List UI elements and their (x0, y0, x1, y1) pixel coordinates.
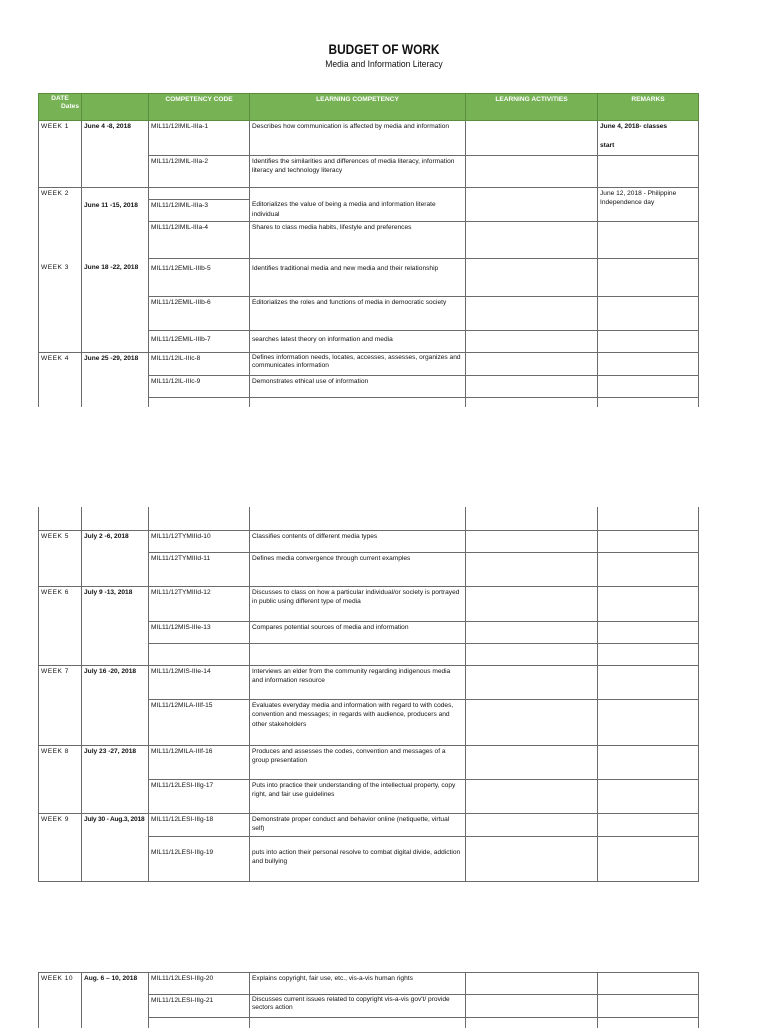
week-label: WEEK 5 (39, 530, 82, 586)
remarks-cell (598, 665, 699, 699)
competency-code: MIL11/12IL-IIIc-9 (149, 375, 250, 397)
learning-activities-cell (466, 352, 598, 375)
week-dates: July 30 - Aug.3, 2018 (82, 813, 149, 881)
learning-competency: Editorializes the roles and functions of media in democratic society (250, 296, 466, 330)
week-dates: June 25 -29, 2018 (82, 352, 149, 407)
learning-competency: Discusses to class on how a particular individual/or society is portrayed in public using different type of media (250, 586, 466, 621)
competency-code: MIL11/12EMIL-IIIb-5 (149, 258, 250, 296)
competency-code: MIL11/12LESI-IIIg-20 (149, 973, 250, 995)
learning-competency: searches latest theory on information and media (250, 330, 466, 352)
learning-activities-cell (466, 155, 598, 187)
competency-code: MIL11/12LESI-IIIg-17 (149, 779, 250, 813)
competency-code: MIL11/12IMIL-IIIa-1 (149, 120, 250, 155)
learning-activities-cell (466, 187, 598, 199)
competency-code: MIL11/12IL-IIIc-8 (149, 352, 250, 375)
learning-competency: puts into action their personal resolve to combat digital divide, addiction and bullying (250, 836, 466, 881)
budget-table-page1 (12, 93, 699, 407)
learning-competency (250, 643, 466, 665)
remarks-cell (598, 643, 699, 665)
document-subtitle: Media and Information Literacy (325, 59, 443, 70)
header-date-spacer (82, 94, 149, 121)
learning-competency: Puts into practice their understanding of the intellectual property, copy right, and fair use guidelines (250, 779, 466, 813)
competency-code: MIL11/12EMIL-IIIb-6 (149, 296, 250, 330)
remarks-cell (598, 995, 699, 1018)
learning-activities-cell (466, 530, 598, 552)
table-row (39, 352, 699, 375)
table-row (39, 530, 699, 552)
week-label: WEEK 6 (39, 586, 82, 665)
remarks-cell (598, 258, 699, 296)
competency-code: MIL11/12TYMIIId-11 (149, 552, 250, 586)
remarks-cell (598, 296, 699, 330)
remarks-cell (598, 375, 699, 397)
learning-competency: Compares potential sources of media and information (250, 621, 466, 643)
learning-activities-cell (466, 552, 598, 586)
competency-code: MIL11/12TYMIIId-12 (149, 586, 250, 621)
learning-competency: Demonstrates ethical use of information (250, 375, 466, 397)
competency-code: MIL11/12MIS-IIIe-13 (149, 621, 250, 643)
competency-code: MIL11/12MIS-IIIe-14 (149, 665, 250, 699)
remarks-cell (598, 530, 699, 552)
table-row (39, 813, 699, 836)
learning-activities-cell (466, 995, 598, 1018)
competency-code: MIL11/12EMIL-IIIb-7 (149, 330, 250, 352)
week-dates: June 11 -15, 2018 (82, 187, 149, 258)
learning-competency: Classifies contents of different media types (250, 530, 466, 552)
competency-code (149, 397, 250, 407)
learning-competency: Defines information needs, locates, accesses, assesses, organizes and communicates information (250, 352, 466, 375)
remarks-cell (598, 221, 699, 258)
budget-table-page2 (38, 507, 699, 882)
remarks-cell: June 12, 2018 - Philippine Independence day (598, 187, 699, 221)
week-label: WEEK 2 (39, 187, 82, 258)
week-label: WEEK 9 (39, 813, 82, 881)
table-row (39, 665, 699, 699)
week-label: WEEK 1 (39, 120, 82, 187)
remarks-cell (598, 552, 699, 586)
competency-code: MIL11/12IMIL-IIIa-2 (149, 155, 250, 187)
competency-spacer (250, 187, 466, 199)
learning-activities-cell (466, 296, 598, 330)
table-row (39, 973, 699, 995)
learning-activities-cell (466, 375, 598, 397)
learning-activities-cell (466, 973, 598, 995)
remarks-cell (598, 621, 699, 643)
week-dates: July 16 -20, 2018 (82, 665, 149, 745)
table-row (39, 120, 699, 155)
remarks-cell (598, 836, 699, 881)
learning-competency: Shares to class media habits, lifestyle and preferences (250, 221, 466, 258)
learning-activities-cell (466, 199, 598, 221)
header-learning-competency: LEARNING COMPETENCY (250, 94, 466, 121)
table-row (39, 745, 699, 779)
budget-table-page3 (38, 972, 699, 1028)
remarks-cell (598, 779, 699, 813)
week-label: WEEK 7 (39, 665, 82, 745)
remarks-cell (598, 745, 699, 779)
learning-activities-cell (466, 813, 598, 836)
week-dates: June 4 -8, 2018 (82, 120, 149, 187)
week-dates: June 18 -22, 2018 (82, 258, 149, 352)
learning-activities-cell (466, 745, 598, 779)
learning-competency: Defines media convergence through current examples (250, 552, 466, 586)
header-remarks: REMARKS (598, 94, 699, 121)
competency-code: MIL11/12LESI-IIIg-18 (149, 813, 250, 836)
week-dates: July 2 -6, 2018 (82, 530, 149, 586)
competency-code: MIL11/12LESI-IIIg-19 (149, 836, 250, 881)
remarks-cell (598, 973, 699, 995)
competency-code: MIL11/12IMIL-IIIa-4 (149, 221, 250, 258)
remarks-cell (598, 352, 699, 375)
header-date: DATE Week No. Dates (39, 94, 82, 121)
learning-competency: Produces and assesses the codes, convention and messages of a group presentation (250, 745, 466, 779)
learning-activities-cell (466, 836, 598, 881)
week-label: WEEK 4 (39, 352, 82, 407)
week-dates: Aug. 6 – 10, 2018 (82, 973, 149, 1028)
learning-competency: Explains copyright, fair use, etc., vis-a-vis human rights (250, 973, 466, 995)
learning-activities-cell (466, 665, 598, 699)
competency-code: MIL11/12IMIL-IIIa-3 (149, 199, 250, 221)
learning-competency (250, 397, 466, 407)
week-label: WEEK 3 (39, 258, 82, 352)
learning-competency: Interviews an elder from the community regarding indigenous media and information resource (250, 665, 466, 699)
table-row (39, 187, 699, 199)
remarks-cell (598, 586, 699, 621)
remarks-cell (598, 155, 699, 187)
learning-competency: Identifies the similarities and differences of media literacy, information literacy and technology literacy (250, 155, 466, 187)
learning-competency: Discusses current issues related to copyright vis-a-vis gov't/ provide sectors action (250, 995, 466, 1018)
code-spacer (149, 187, 250, 199)
table-row (39, 586, 699, 621)
learning-activities-cell (466, 221, 598, 258)
week-dates: July 9 -13, 2018 (82, 586, 149, 665)
remarks-cell (598, 813, 699, 836)
header-learning-activities: LEARNING ACTIVITIES (466, 94, 598, 121)
learning-activities-cell (466, 586, 598, 621)
competency-code: MIL11/12LESI-IIIg-21 (149, 995, 250, 1018)
learning-competency: Evaluates everyday media and information with regard to with codes, convention and messages; in regards with audience, producers and other stakeholders (250, 699, 466, 745)
learning-activities-cell (466, 621, 598, 643)
week-label: WEEK 10 (39, 973, 82, 1028)
learning-competency: Editorializes the value of being a media and information literate individual (250, 199, 466, 221)
remarks-cell (598, 330, 699, 352)
learning-competency: Demonstrate proper conduct and behavior online (netiquette, virtual self) (250, 813, 466, 836)
competency-code: MIL11/12MILA-IIIf-16 (149, 745, 250, 779)
remarks-cell (598, 699, 699, 745)
remarks-cell (598, 397, 699, 407)
learning-activities-cell (466, 120, 598, 155)
learning-competency: Describes how communication is affected by media and information (250, 120, 466, 155)
learning-activities-cell (466, 258, 598, 296)
header-competency-code: COMPETENCY CODE (149, 94, 250, 121)
table-row (39, 258, 699, 296)
competency-code (149, 643, 250, 665)
competency-code: MIL11/12TYMIIId-10 (149, 530, 250, 552)
learning-activities-cell (466, 699, 598, 745)
week-dates: July 23 -27, 2018 (82, 745, 149, 813)
learning-activities-cell (466, 397, 598, 407)
competency-code: MIL11/12MILA-IIIf-15 (149, 699, 250, 745)
week-label: WEEK 8 (39, 745, 82, 813)
learning-activities-cell (466, 643, 598, 665)
document-title: BUDGET OF WORK (328, 41, 440, 57)
table-row (39, 507, 699, 530)
learning-activities-cell (466, 779, 598, 813)
learning-competency: Identifies traditional media and new media and their relationship (250, 258, 466, 296)
remarks-cell: June 4, 2018- classes start (598, 120, 699, 155)
learning-activities-cell (466, 330, 598, 352)
